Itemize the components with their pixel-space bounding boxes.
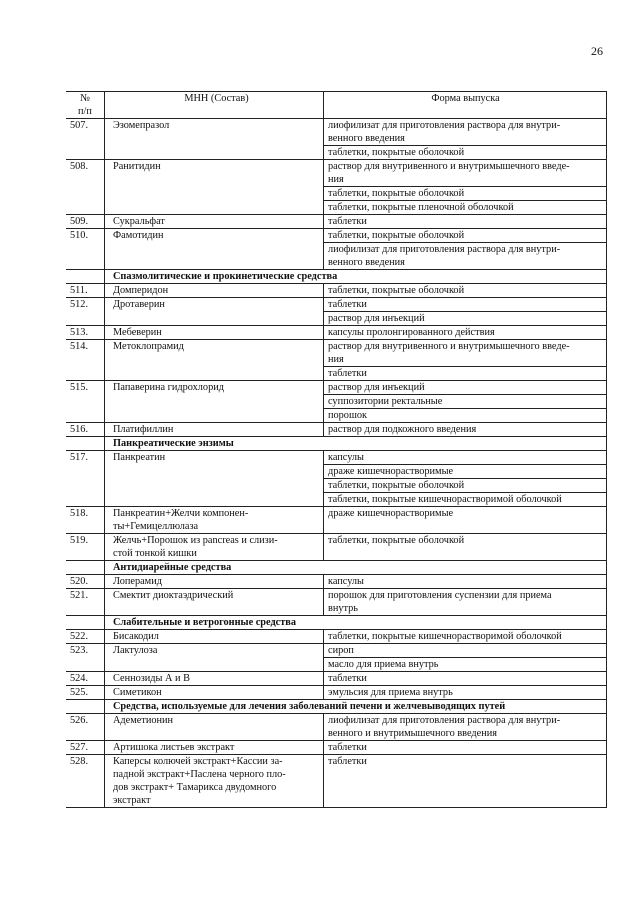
- release-form: таблетки, покрытые пленочной оболочкой: [324, 201, 607, 215]
- header-form-label: Форма выпуска: [431, 93, 500, 104]
- release-form: порошок для приготовления суспензии для приема внутрь: [324, 589, 607, 616]
- section-row: [66, 700, 607, 714]
- section-title: Спазмолитические и прокинетические средства: [105, 270, 607, 284]
- section-title: Средства, используемые для лечения заболеваний печени и желчевыводящих путей: [105, 700, 607, 714]
- release-form: раствор для внутривенного и внутримышечного введе- ния: [324, 340, 607, 367]
- table-row: [66, 672, 607, 686]
- release-form: таблетки: [324, 215, 607, 229]
- release-form: таблетки: [324, 755, 607, 808]
- table-row: [66, 340, 607, 367]
- header-number: [66, 92, 105, 119]
- release-form: таблетки, покрытые кишечнорастворимой оболочкой: [324, 630, 607, 644]
- release-form: лиофилизат для приготовления раствора для внутри- венного введения: [324, 119, 607, 146]
- drug-name: Метоклопрамид: [105, 340, 324, 381]
- release-form: таблетки, покрытые оболочкой: [324, 146, 607, 160]
- page-number: 26: [591, 44, 603, 58]
- release-form: драже кишечнорастворимые: [324, 465, 607, 479]
- drug-name: Панкреатин+Желчи компонен- ты+Гемицеллюлаза: [105, 507, 324, 534]
- drug-name: Артишока листьев экстракт: [105, 741, 324, 755]
- table-row: [66, 119, 607, 146]
- table-row: [66, 589, 607, 616]
- table-row: [66, 755, 607, 808]
- table-row: [66, 714, 607, 741]
- release-form: таблетки, покрытые оболочкой: [324, 187, 607, 201]
- drug-name: Желчь+Порошок из pancreas и слизи- стой тонкой кишки: [105, 534, 324, 561]
- drug-name: Сеннозиды А и В: [105, 672, 324, 686]
- row-number: 511.: [66, 284, 105, 298]
- section-row: [66, 616, 607, 630]
- drug-name: Панкреатин: [105, 451, 324, 507]
- release-form: таблетки, покрытые оболочкой: [324, 534, 607, 561]
- header-form: [324, 92, 607, 119]
- drug-name: Смектит диоктаэдрический: [105, 589, 324, 616]
- release-form: таблетки: [324, 741, 607, 755]
- section-number-cell: [66, 700, 105, 714]
- release-form: таблетки: [324, 298, 607, 312]
- release-form: таблетки, покрытые оболочкой: [324, 229, 607, 243]
- table-row: [66, 741, 607, 755]
- release-form: раствор для подкожного введения: [324, 423, 607, 437]
- table-row: [66, 630, 607, 644]
- section-number-cell: [66, 437, 105, 451]
- row-number: 515.: [66, 381, 105, 423]
- drug-name: Каперсы колючей экстракт+Кассии за- падной экстракт+Паслена черного пло- дов экстракт+ Тамарикса двудомного экстракт: [105, 755, 324, 808]
- table-row: [66, 575, 607, 589]
- row-number: 521.: [66, 589, 105, 616]
- row-number: 522.: [66, 630, 105, 644]
- header-name-label: МНН (Состав): [184, 93, 249, 104]
- row-number: 507.: [66, 119, 105, 160]
- drug-name: Сукральфат: [105, 215, 324, 229]
- drug-name: Адеметионин: [105, 714, 324, 741]
- release-form: таблетки, покрытые оболочкой: [324, 479, 607, 493]
- drug-name: Эзомепразол: [105, 119, 324, 160]
- row-number: 520.: [66, 575, 105, 589]
- drug-name: Лоперамид: [105, 575, 324, 589]
- release-form: капсулы: [324, 575, 607, 589]
- release-form: таблетки: [324, 367, 607, 381]
- drug-name: Фамотидин: [105, 229, 324, 270]
- release-form: эмульсия для приема внутрь: [324, 686, 607, 700]
- drug-name: Платифиллин: [105, 423, 324, 437]
- release-form: драже кишечнорастворимые: [324, 507, 607, 534]
- table-row: [66, 160, 607, 187]
- drug-name: Папаверина гидрохлорид: [105, 381, 324, 423]
- section-number-cell: [66, 561, 105, 575]
- row-number: 513.: [66, 326, 105, 340]
- row-number: 518.: [66, 507, 105, 534]
- row-number: 525.: [66, 686, 105, 700]
- section-row: [66, 561, 607, 575]
- drug-name: Бисакодил: [105, 630, 324, 644]
- table-row: [66, 644, 607, 658]
- table-row: [66, 298, 607, 312]
- row-number: 517.: [66, 451, 105, 507]
- release-form: таблетки: [324, 672, 607, 686]
- release-form: таблетки, покрытые кишечнорастворимой оболочкой: [324, 493, 607, 507]
- row-number: 512.: [66, 298, 105, 326]
- section-title: Антидиарейные средства: [105, 561, 607, 575]
- release-form: таблетки, покрытые оболочкой: [324, 284, 607, 298]
- drug-name: Мебеверин: [105, 326, 324, 340]
- row-number: 524.: [66, 672, 105, 686]
- release-form: раствор для инъекций: [324, 381, 607, 395]
- row-number: 508.: [66, 160, 105, 215]
- row-number: 510.: [66, 229, 105, 270]
- section-row: [66, 437, 607, 451]
- row-number: 509.: [66, 215, 105, 229]
- table-row: [66, 229, 607, 243]
- release-form: сироп: [324, 644, 607, 658]
- row-number: 514.: [66, 340, 105, 381]
- release-form: раствор для внутривенного и внутримышечного введе- ния: [324, 160, 607, 187]
- header-number-label: № п/п: [78, 93, 92, 117]
- section-number-cell: [66, 616, 105, 630]
- drug-name: Домперидон: [105, 284, 324, 298]
- table-body: [66, 119, 607, 808]
- release-form: капсулы: [324, 451, 607, 465]
- release-form: лиофилизат для приготовления раствора для внутри- венного и внутримышечного введения: [324, 714, 607, 741]
- row-number: 516.: [66, 423, 105, 437]
- table-row: [66, 451, 607, 465]
- table-row: [66, 326, 607, 340]
- drug-name: Дротаверин: [105, 298, 324, 326]
- table-row: [66, 284, 607, 298]
- table-row: [66, 534, 607, 561]
- row-number: 519.: [66, 534, 105, 561]
- release-form: суппозитории ректальные: [324, 395, 607, 409]
- section-number-cell: [66, 270, 105, 284]
- table-row: [66, 381, 607, 395]
- row-number: 526.: [66, 714, 105, 741]
- drug-name: Ранитидин: [105, 160, 324, 215]
- drug-name: Лактулоза: [105, 644, 324, 672]
- header-name: [105, 92, 324, 119]
- table-row: [66, 215, 607, 229]
- release-form: порошок: [324, 409, 607, 423]
- release-form: раствор для инъекций: [324, 312, 607, 326]
- row-number: 523.: [66, 644, 105, 672]
- release-form: масло для приема внутрь: [324, 658, 607, 672]
- section-title: Слабительные и ветрогонные средства: [105, 616, 607, 630]
- drug-name: Симетикон: [105, 686, 324, 700]
- table-row: [66, 423, 607, 437]
- medication-table: [66, 91, 607, 808]
- table-header-row: [66, 92, 607, 119]
- table-row: [66, 686, 607, 700]
- section-row: [66, 270, 607, 284]
- release-form: капсулы пролонгированного действия: [324, 326, 607, 340]
- row-number: 528.: [66, 755, 105, 808]
- table-row: [66, 507, 607, 534]
- release-form: лиофилизат для приготовления раствора для внутри- венного введения: [324, 243, 607, 270]
- row-number: 527.: [66, 741, 105, 755]
- section-title: Панкреатические энзимы: [105, 437, 607, 451]
